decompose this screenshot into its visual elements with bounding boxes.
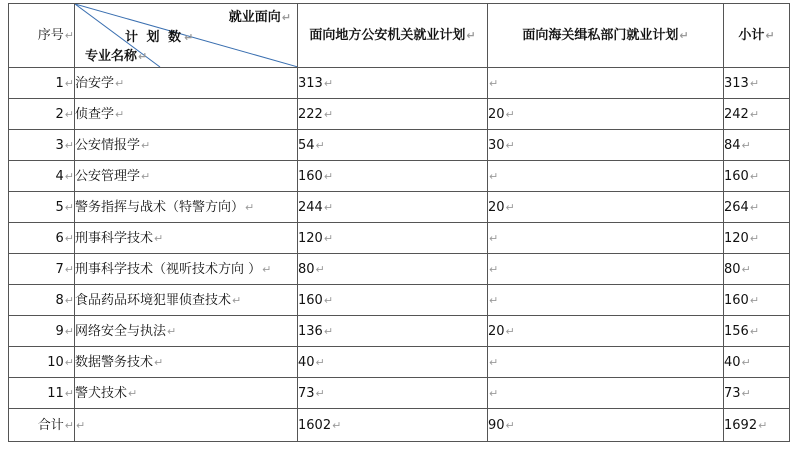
total-customs-text: 90 [488,417,505,433]
row-subtotal-text: 242 [724,106,749,122]
row-major-name [75,316,298,347]
row-seq [9,99,75,130]
table-row [9,130,790,161]
row-subtotal [724,68,790,99]
diag-label-major-name: 专业名称↵ [85,49,148,64]
row-subtotal-text: 160 [724,292,749,308]
total-local-text: 1602 [298,417,332,433]
paragraph-mark-icon: ↵ [64,324,74,338]
diag-label-employment-direction: 就业面向↵ [228,10,291,25]
paragraph-mark-icon: ↵ [315,262,325,276]
row-subtotal [724,161,790,192]
row-major-name [75,223,298,254]
row-major-name-text: 网络安全与执法 [75,323,167,339]
row-major-name [75,347,298,378]
row-local-count [298,130,488,161]
row-subtotal [724,99,790,130]
paragraph-mark-icon: ↵ [749,76,760,90]
paragraph-mark-icon: ↵ [749,169,760,183]
header-diagonal-cell [75,4,298,68]
row-local-count-text: 80 [298,261,315,277]
row-local-count [298,161,488,192]
row-customs-count [488,316,724,347]
row-customs-count [488,99,724,130]
header-local-police: 面向地方公安机关就业计划↵ [298,4,488,68]
header-seq: 序号↵ [9,4,75,68]
row-customs-count [488,254,724,285]
table-row [9,316,790,347]
row-local-count-text: 222 [298,106,323,122]
row-major-name [75,378,298,409]
paragraph-mark-icon: ↵ [262,262,272,276]
table-row [9,68,790,99]
row-major-name-text: 侦查学 [75,106,115,122]
diag-label-plan-count: 计 划 数↵ [125,30,196,45]
row-seq-text: 5 [55,199,64,215]
row-major-name [75,254,298,285]
table-row [9,223,790,254]
row-customs-count-text: 30 [488,137,505,153]
paragraph-mark-icon: ↵ [323,107,334,121]
total-label-text: 合计 [37,417,64,433]
row-subtotal [724,378,790,409]
paragraph-mark-icon: ↵ [505,418,515,432]
paragraph-mark-icon: ↵ [115,76,125,90]
total-label [9,409,75,442]
table-row [9,161,790,192]
table-row [9,254,790,285]
paragraph-mark-icon: ↵ [749,200,760,214]
paragraph-mark-icon: ↵ [323,293,334,307]
paragraph-mark-icon: ↵ [64,386,74,400]
row-seq-text: 3 [55,137,64,153]
row-local-count [298,285,488,316]
row-major-name [75,68,298,99]
paragraph-mark-icon: ↵ [741,386,751,400]
row-local-count-text: 160 [298,292,323,308]
row-subtotal [724,192,790,223]
paragraph-mark-icon: ↵ [64,418,74,432]
row-major-name-text: 警务指挥与战术（特警方向） [75,199,245,215]
row-customs-count [488,347,724,378]
row-local-count-text: 160 [298,168,323,184]
row-major-name-text: 数据警务技术 [75,354,154,370]
row-seq-text: 9 [55,323,64,339]
row-local-count-text: 120 [298,230,323,246]
paragraph-mark-icon: ↵ [489,355,499,369]
row-subtotal-text: 120 [724,230,749,246]
paragraph-mark-icon: ↵ [115,107,125,121]
row-subtotal-text: 160 [724,168,749,184]
row-customs-count [488,192,724,223]
row-local-count [298,378,488,409]
row-seq-text: 8 [55,292,64,308]
row-seq [9,223,75,254]
row-subtotal-text: 264 [724,199,749,215]
paragraph-mark-icon: ↵ [489,76,499,90]
row-seq [9,254,75,285]
row-major-name [75,130,298,161]
paragraph-mark-icon: ↵ [489,293,499,307]
row-subtotal-text: 40 [724,354,741,370]
row-local-count [298,192,488,223]
row-seq-text: 6 [55,230,64,246]
total-subtotal [724,409,790,442]
paragraph-mark-icon: ↵ [141,169,151,183]
paragraph-mark-icon: ↵ [505,138,515,152]
paragraph-mark-icon: ↵ [128,386,138,400]
paragraph-mark-icon: ↵ [323,324,334,338]
paragraph-mark-icon: ↵ [64,262,74,276]
row-seq-text: 2 [55,106,64,122]
row-major-name-text: 刑事科学技术 [75,230,154,246]
row-subtotal-text: 156 [724,323,749,339]
paragraph-mark-icon: ↵ [505,324,515,338]
row-customs-count-text: 20 [488,323,505,339]
row-local-count [298,68,488,99]
row-subtotal-text: 80 [724,261,741,277]
header-row [9,4,790,68]
paragraph-mark-icon: ↵ [749,231,760,245]
table-row [9,347,790,378]
total-name-empty [75,409,298,442]
row-seq-text: 11 [47,385,64,401]
row-subtotal [724,223,790,254]
row-subtotal [724,254,790,285]
row-major-name-text: 治安学 [75,75,115,91]
row-subtotal-text: 84 [724,137,741,153]
row-local-count-text: 244 [298,199,323,215]
paragraph-mark-icon: ↵ [64,355,74,369]
paragraph-mark-icon: ↵ [154,231,164,245]
row-customs-count [488,378,724,409]
row-customs-count [488,68,724,99]
paragraph-mark-icon: ↵ [64,76,74,90]
paragraph-mark-icon: ↵ [741,355,751,369]
total-customs [488,409,724,442]
table-row [9,192,790,223]
row-major-name-text: 公安情报学 [75,137,141,153]
row-seq-text: 7 [55,261,64,277]
paragraph-mark-icon: ↵ [489,386,499,400]
total-row [9,409,790,442]
paragraph-mark-icon: ↵ [245,200,255,214]
paragraph-mark-icon: ↵ [323,169,334,183]
row-subtotal [724,285,790,316]
row-local-count [298,99,488,130]
paragraph-mark-icon: ↵ [323,76,334,90]
paragraph-mark-icon: ↵ [323,200,334,214]
row-local-count [298,254,488,285]
paragraph-mark-icon: ↵ [749,293,760,307]
row-local-count-text: 40 [298,354,315,370]
paragraph-mark-icon: ↵ [232,293,242,307]
paragraph-mark-icon: ↵ [505,107,515,121]
row-local-count-text: 73 [298,385,315,401]
row-seq [9,347,75,378]
row-customs-count-text: 20 [488,106,505,122]
paragraph-mark-icon: ↵ [758,418,768,432]
paragraph-mark-icon: ↵ [64,231,74,245]
paragraph-mark-icon: ↵ [76,418,86,432]
row-seq [9,130,75,161]
row-subtotal-text: 73 [724,385,741,401]
row-major-name [75,161,298,192]
row-seq [9,316,75,347]
header-subtotal: 小计↵ [724,4,790,68]
total-subtotal-text: 1692 [724,417,758,433]
row-customs-count-text: 20 [488,199,505,215]
paragraph-mark-icon: ↵ [749,107,760,121]
table-row [9,285,790,316]
row-major-name [75,192,298,223]
paragraph-mark-icon: ↵ [323,231,334,245]
paragraph-mark-icon: ↵ [489,231,499,245]
row-major-name-text: 刑事科学技术（视听技术方向 ） [75,261,262,277]
row-local-count-text: 54 [298,137,315,153]
paragraph-mark-icon: ↵ [741,138,751,152]
paragraph-mark-icon: ↵ [64,138,74,152]
paragraph-mark-icon: ↵ [505,200,515,214]
row-customs-count [488,223,724,254]
paragraph-mark-icon: ↵ [315,355,325,369]
row-seq [9,68,75,99]
paragraph-mark-icon: ↵ [64,200,74,214]
total-local [298,409,488,442]
row-seq [9,378,75,409]
paragraph-mark-icon: ↵ [64,293,74,307]
row-subtotal-text: 313 [724,75,749,91]
row-subtotal [724,130,790,161]
header-customs: 面向海关缉私部门就业计划↵ [488,4,724,68]
paragraph-mark-icon: ↵ [489,169,499,183]
row-seq [9,285,75,316]
paragraph-mark-icon: ↵ [315,138,325,152]
paragraph-mark-icon: ↵ [64,169,74,183]
row-local-count-text: 313 [298,75,323,91]
row-customs-count [488,161,724,192]
row-seq [9,192,75,223]
row-seq [9,161,75,192]
paragraph-mark-icon: ↵ [141,138,151,152]
row-customs-count [488,285,724,316]
row-seq-text: 1 [55,75,64,91]
row-major-name-text: 警犬技术 [75,385,128,401]
row-major-name [75,285,298,316]
employment-plan-table [8,3,790,442]
row-major-name-text: 食品药品环境犯罪侦查技术 [75,292,232,308]
row-seq-text: 10 [47,354,64,370]
row-seq-text: 4 [55,168,64,184]
row-subtotal [724,347,790,378]
row-local-count-text: 136 [298,323,323,339]
paragraph-mark-icon: ↵ [315,386,325,400]
row-local-count [298,347,488,378]
table-row [9,378,790,409]
paragraph-mark-icon: ↵ [167,324,177,338]
table-row [9,99,790,130]
paragraph-mark-icon: ↵ [741,262,751,276]
row-major-name [75,99,298,130]
row-major-name-text: 公安管理学 [75,168,141,184]
row-subtotal [724,316,790,347]
paragraph-mark-icon: ↵ [489,262,499,276]
paragraph-mark-icon: ↵ [154,355,164,369]
paragraph-mark-icon: ↵ [749,324,760,338]
paragraph-mark-icon: ↵ [64,107,74,121]
paragraph-mark-icon: ↵ [332,418,342,432]
row-local-count [298,316,488,347]
row-local-count [298,223,488,254]
row-customs-count [488,130,724,161]
